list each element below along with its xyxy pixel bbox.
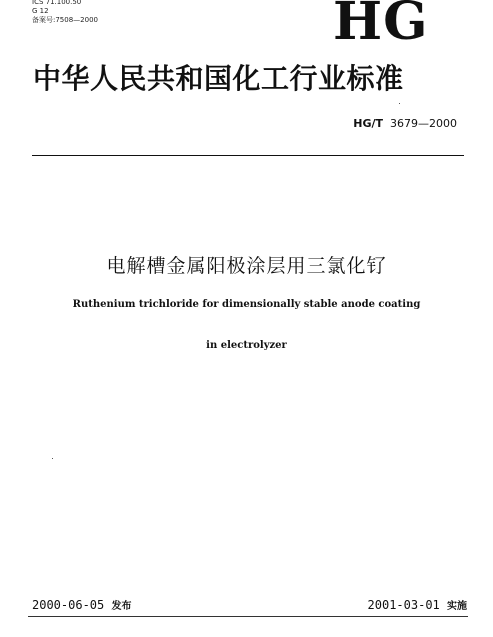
standard-logo: HG: [333, 0, 429, 52]
scan-speck: [52, 458, 53, 459]
document-title-chinese: 电解槽金属阳极涂层用三氯化钌: [106, 255, 387, 277]
implement-date: 2001-03-01: [367, 598, 440, 612]
document-title-english-line-1: Ruthenium trichloride for dimensionally stable anode coating: [72, 299, 421, 310]
standard-prefix: HG/T: [353, 117, 383, 130]
issue-label: 发布: [111, 601, 132, 612]
issue-date-block: [32, 597, 131, 612]
header-divider: [32, 155, 464, 156]
standard-number: [353, 117, 457, 130]
classification-code: G 12: [32, 7, 49, 15]
scan-speck: [399, 103, 400, 104]
ics-code: ICS 71.100.50: [32, 0, 82, 6]
implement-label: 实施: [447, 601, 467, 612]
issue-date: 2000-06-05: [32, 598, 105, 612]
document-meta-block: [32, 0, 98, 25]
filing-number: 备案号:7508—2000: [32, 16, 98, 24]
document-title-english-line-2: in electrolyzer: [206, 340, 287, 351]
standard-category-title: 中华人民共和国化工行业标准: [33, 62, 404, 95]
footer-divider: [28, 616, 468, 617]
implement-date-block: [368, 597, 467, 612]
standard-code: 3679—2000: [390, 117, 457, 130]
